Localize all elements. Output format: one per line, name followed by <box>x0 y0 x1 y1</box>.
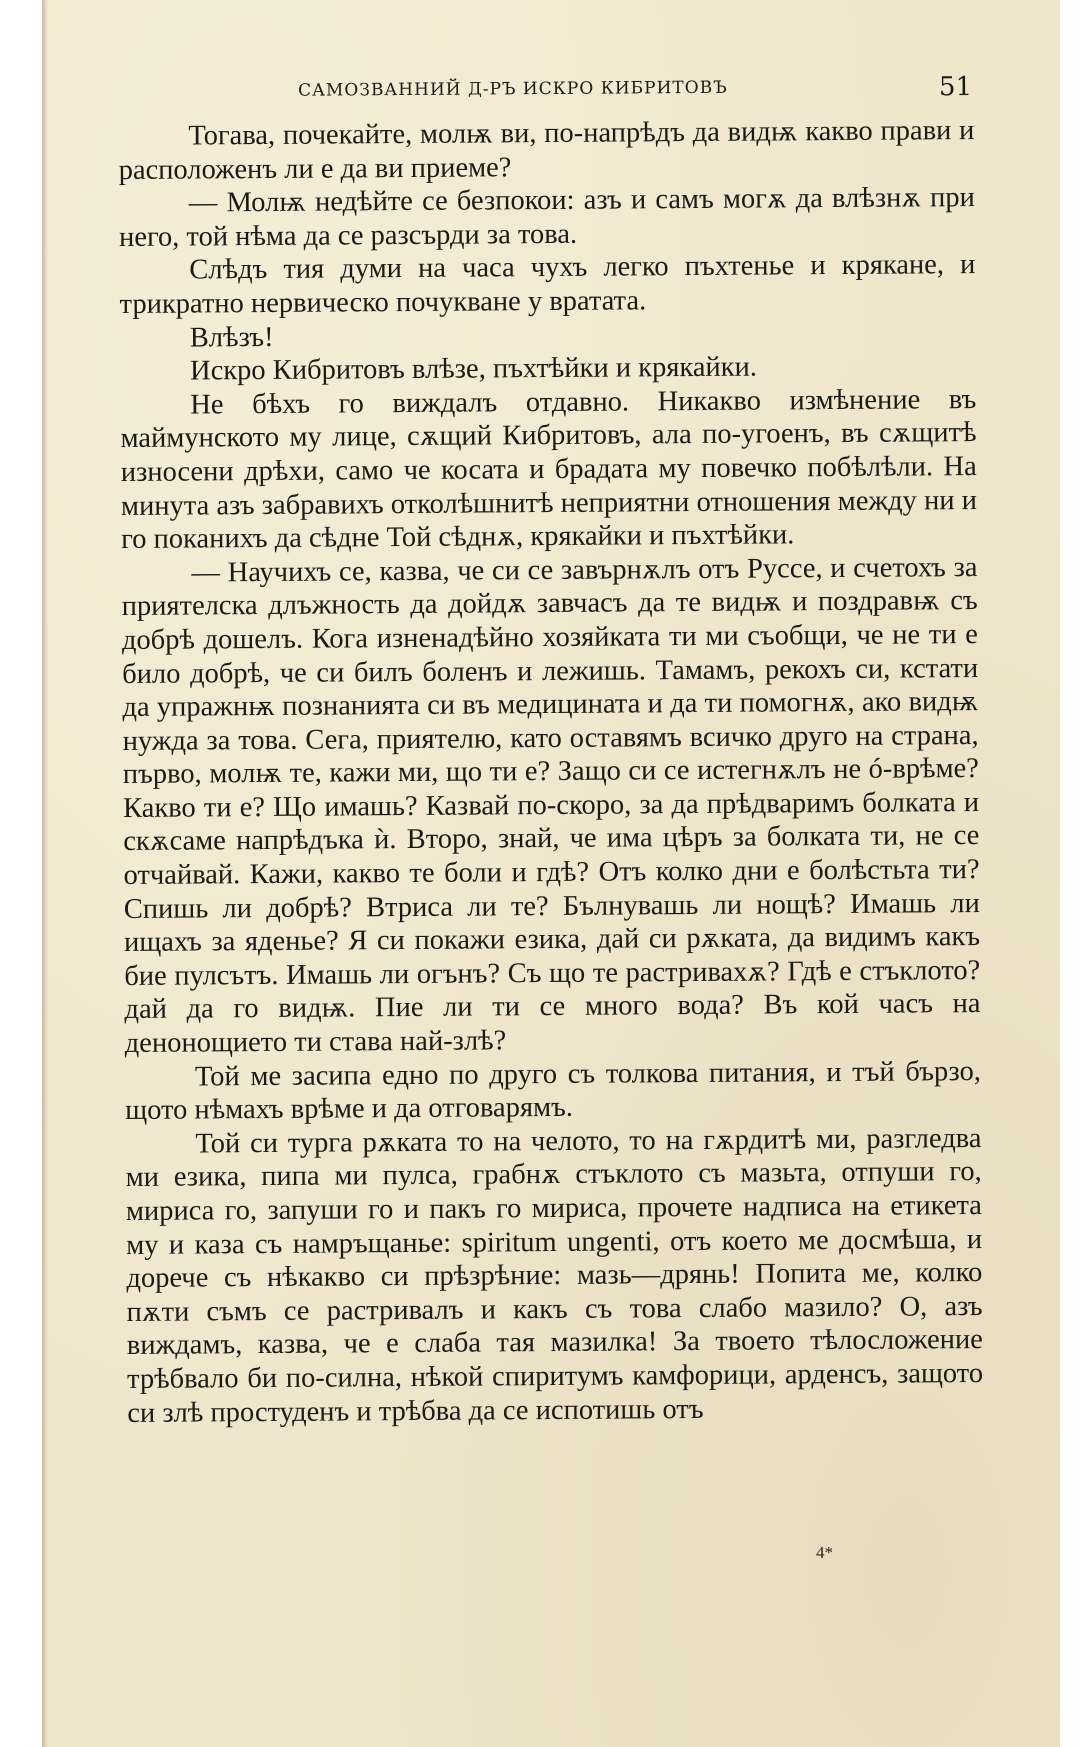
page-gutter-shadow <box>42 0 48 1747</box>
paragraph: Не бѣхъ го виждалъ отдавно. Никакво измѣнение въ маймунското му лице, сѫщий Кибритовъ, ала по-угоенъ, въ сѫщитѣ износени дрѣхи, само че косата и брадата му повечко побѣлѣли. На минута азъ забравихъ отколѣшнитѣ неприятни отношения между ни и го поканихъ да сѣдне Той сѣднѫ, крякайки и пъхтѣйки. <box>120 383 978 556</box>
paragraph: Влѣзъ! <box>189 321 274 354</box>
running-title: САМОЗВАННИЙ Д-РЪ ИСКРО КИБРИТОВЪ <box>298 77 728 101</box>
scanned-page <box>42 0 1060 1747</box>
paragraph: Той ме засипа едно по друго съ толкова питания, и тъй бързо, щото нѣмахъ врѣме и да отговарямъ. <box>125 1055 982 1127</box>
paragraph: — Молѭ недѣйте се безпокои: азъ и самъ могѫ да влѣзнѫ при него, той нѣма да се разсърди за това. <box>119 182 975 253</box>
page-content <box>118 72 983 1430</box>
paragraph: — Научихъ се, казва, че си се завърнѫлъ отъ Руссе, и счетохъ за приятелска длъжность да дойдѫ завчасъ да те видѭ и поздравѭ съ добрѣ дошелъ. Кога изненадѣйно хозяйката ти ми съобщи, че не ти е било добрѣ, че си билъ боленъ и лежишь. Тамамъ, рекохъ си, кстати да упражнѭ познанията си въ медицината и да ти помогнѫ, ако видѭ нужда за това. Сега, приятелю, като оставямъ всичко друго на страна, първо, молѭ те, кажи ми, що ти е? Защо си се истегнѫлъ не ó-врѣме? Какво ти е? Що имашь? Казвай по-скоро, за да прѣдваримъ болката и скѫсаме напрѣдъка ѝ. Второ, знай, че има цѣръ за болката ти, не се отчайвай. Кажи, какво те боли и гдѣ? Отъ колко дни е болѣстьта ти? Спишь ли добрѣ? Втриса ли те? Бълнувашь ли нощѣ? Имашь ли ищахъ за яденье? Я си покажи езика, дай си рѫката, да видимъ какъ бие пулсътъ. Имашь ли огънъ? Съ що те растривахѫ? Гдѣ е стъклото? дай да го видѭ. Пие ли ти се много вода? Въ кой часъ на денонощието ти става най-злѣ? <box>121 551 981 1060</box>
paragraph: Слѣдъ тия думи на часа чухъ легко пъхтенье и крякане, и трикратно нервическо почукване у вратата. <box>119 249 976 320</box>
body-text <box>118 114 983 1430</box>
signature-mark: 4* <box>816 1543 833 1562</box>
paragraph: Искро Кибритовъ влѣзе, пъхтѣйки и крякайки. <box>189 351 758 387</box>
page-number: 51 <box>938 72 973 103</box>
page-header <box>118 72 974 120</box>
paragraph: Той си турга рѫката то на челото, то на гѫрдитѣ ми, разгледва ми езика, пипа ми пулса, грабнѫ стъклото съ мазьта, отпуши го, мириса го, запуши го и пакъ го мириса, прочете надписа на етикета му и каза съ намръщанье: spiritum ungenti, отъ което ме досмѣша, и доречe съ нѣкакво си прѣзрѣние: мазь—дрянь! Попита ме, колко пѫти съмъ се растривалъ и какъ съ това слабо мазило? О, азъ виждамъ, казва, че е слаба тая мазилка! За твоето тѣлосложение трѣбвало би по-силна, нѣкой спиритумъ камфорици, арденсъ, защото си злѣ простуденъ и трѣбва да се испотишь отъ <box>125 1122 984 1429</box>
paragraph: Тогава, почекайте, молѭ ви, по-напрѣдъ да видѭ какво прави и расположенъ ли е да ви приеме? <box>118 115 975 186</box>
